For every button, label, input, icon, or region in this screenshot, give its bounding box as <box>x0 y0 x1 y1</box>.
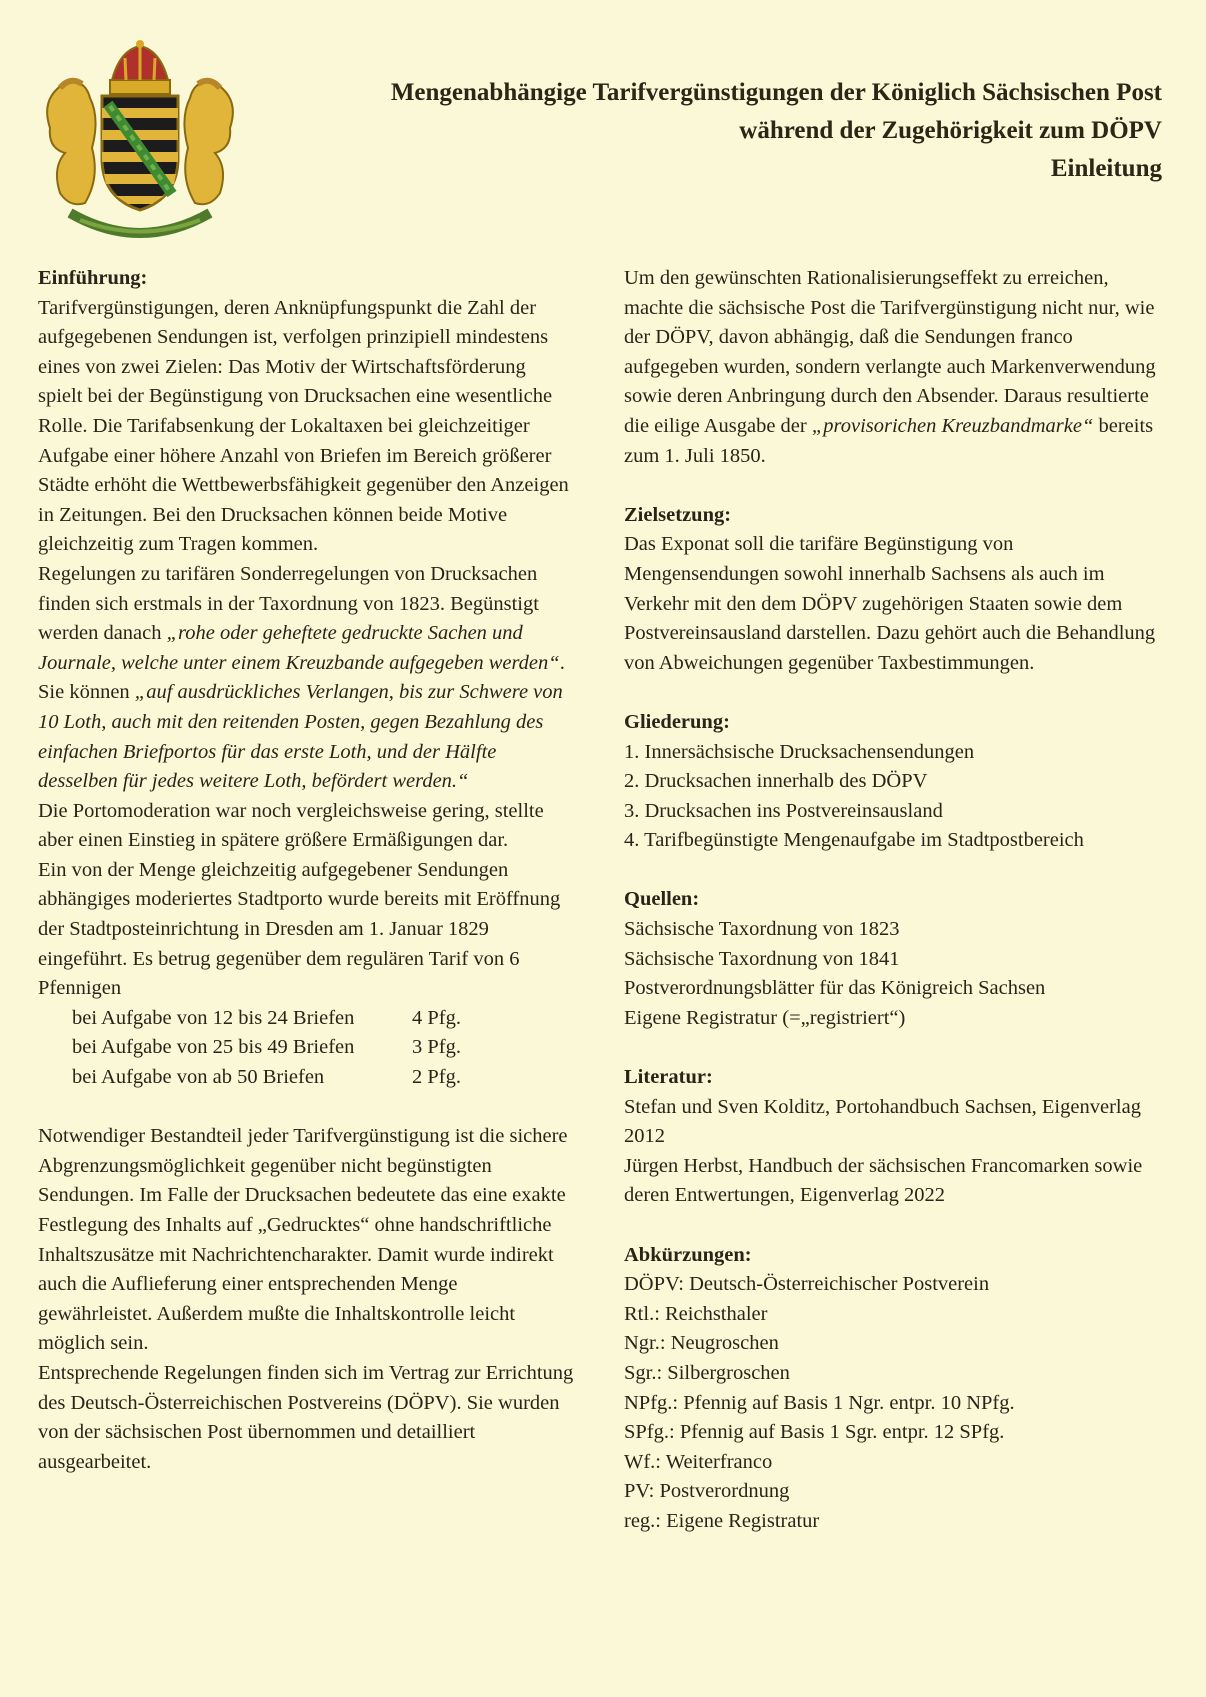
list-item: Sächsische Taxordnung von 1823 <box>624 918 900 941</box>
list-text: Innersächsische Drucksachensendungen <box>644 740 975 763</box>
heading-zielsetzung: Zielsetzung: <box>624 503 732 526</box>
rate-label: bei Aufgabe von 25 bis 49 Briefen <box>72 1036 355 1059</box>
list-item: Rtl.: Reichsthaler <box>624 1302 768 1325</box>
quote-text: „auf ausdrückliches Verlangen, bis zur Schwere von 10 Loth, auch mit den reitenden Posten, gegen Bezahlung des einfachen Briefportos für das erste Loth, und der Hälfte desselben für jedes weitere Loth, befördert werden.“ <box>38 681 563 793</box>
paragraph-rationalisierung <box>624 264 1164 471</box>
list-item: NPfg.: Pfennig auf Basis 1 Ngr. entpr. 10 NPfg. <box>624 1391 1015 1414</box>
paragraph-intro: Tarifvergünstigungen, deren Anknüpfungspunkt die Zahl der aufgegebenen Sendungen ist, verfolgen prinzipiell mindestens eines von zwei Zielen: Das Motiv der Wirtschaftsförderung spielt bei der Begünstigung von Drucksachen eine wesentliche Rolle. Die Tarifabsenkung der Lokaltaxen bei gleichzeitiger Aufgabe einer höhere Anzahl von Briefen im Bereich größerer Städte erhöht die Wettbewerbsfähigkeit gegenüber den Anzeigen in Zeitungen. Bei den Drucksachen können beide Motive gleichzeitig zum Tragen kommen. <box>38 296 569 556</box>
paragraph-text: Um den gewünschten Rationalisierungseffekt zu erreichen, machte die sächsische Post die Tarifvergünstigung nicht nur, wie der DÖPV, davon abhängig, daß die Sendungen franco aufgegeben wurden, sondern verlangte auch Markenverwendung sowie deren Anbringung durch den Absender. Daraus resultierte die eilige Ausgabe der <box>624 267 1156 437</box>
abkuerzungen-list <box>624 1270 1164 1536</box>
list-number: 2. <box>624 770 640 793</box>
paragraph-doepv-vertrag: Entsprechende Regelungen finden sich im Vertrag zur Errichtung des Deutsch-Österreichischen Postvereins (DÖPV). Sie wurden von der sächsischen Post übernommen und detailliert ausgearbeitet. <box>38 1361 574 1473</box>
rate-label: bei Aufgabe von ab 50 Briefen <box>72 1066 325 1089</box>
rate-table <box>38 1004 574 1093</box>
paragraph-taxordnung <box>38 560 574 797</box>
literatur-list <box>624 1093 1164 1211</box>
rate-label: bei Aufgabe von 12 bis 24 Briefen <box>72 1006 355 1029</box>
paragraph-text: . Sie können <box>38 651 565 704</box>
list-item: DÖPV: Deutsch-Österreichischer Postverein <box>624 1273 990 1296</box>
paragraph-text: Regelungen zu tarifären Sonderregelungen von Drucksachen finden sich erstmals in der Taxordnung von 1823. Begünstigt werden danach <box>38 562 539 645</box>
list-item: Wf.: Weiterfranco <box>624 1450 773 1473</box>
title-line-2: während der Zugehörigkeit zum DÖPV <box>739 117 1162 144</box>
list-item: Jürgen Herbst, Handbuch der sächsischen Francomarken sowie deren Entwertungen, Eigenverlag 2022 <box>624 1154 1143 1207</box>
heading-gliederung: Gliederung: <box>624 710 730 733</box>
list-item: Postverordnungsblätter für das Königreich Sachsen <box>624 977 1046 1000</box>
list-item: reg.: Eigene Registratur <box>624 1509 820 1532</box>
rate-value: 2 Pfg. <box>412 1066 461 1089</box>
list-item: Eigene Registratur (=„registriert“) <box>624 1006 906 1029</box>
list-item <box>624 767 1164 797</box>
list-item <box>624 826 1164 856</box>
list-item <box>624 738 1164 768</box>
list-text: Drucksachen innerhalb des DÖPV <box>644 770 928 793</box>
list-item <box>624 797 1164 827</box>
document-title <box>262 74 1162 188</box>
list-item: Ngr.: Neugroschen <box>624 1332 779 1355</box>
paragraph-abgrenzung: Notwendiger Bestandteil jeder Tarifvergünstigung ist die sichere Abgrenzungsmöglichkeit gegenüber nicht begünstigten Sendungen. Im Falle der Drucksachen bedeutete das eine exakte Festlegung des Inhalts auf „Gedrucktes“ ohne handschriftliche Inhaltszusätze mit Nachrichtencharakter. Damit wurde indirekt auch die Auflieferung einer entsprechenden Menge gewährleistet. Außerdem mußte die Inhaltskontrolle leicht möglich sein. <box>38 1125 568 1355</box>
list-number: 1. <box>624 740 640 763</box>
list-number: 4. <box>624 829 640 852</box>
heading-quellen: Quellen: <box>624 888 700 911</box>
paragraph-text: bereits zum 1. Juli 1850. <box>624 414 1154 467</box>
rate-row <box>72 1063 574 1093</box>
title-line-3: Einleitung <box>1050 155 1162 182</box>
list-text: Tarifbegünstigte Mengenaufgabe im Stadtpostbereich <box>644 829 1084 852</box>
paragraph-stadtporto: Ein von der Menge gleichzeitig aufgegebener Sendungen abhängiges moderiertes Stadtporto wurde bereits mit Eröffnung der Stadtposteinrichtung in Dresden am 1. Januar 1829 eingeführt. Es betrug gegenüber dem regulären Tarif von 6 Pfennigen <box>38 858 561 1000</box>
list-item: SPfg.: Pfennig auf Basis 1 Sgr. entpr. 12 SPfg. <box>624 1421 1005 1444</box>
heading-einfuehrung: Einführung: <box>38 267 148 289</box>
list-number: 3. <box>624 799 640 822</box>
saxony-coat-of-arms-icon <box>30 38 250 248</box>
title-line-1: Mengenabhängige Tarifvergünstigungen der Königlich Sächsischen Post <box>390 79 1162 106</box>
heading-literatur: Literatur: <box>624 1066 713 1089</box>
rate-row <box>72 1033 574 1063</box>
heading-abkuerzungen: Abkürzungen: <box>624 1243 752 1266</box>
left-column <box>38 264 574 1477</box>
list-item: Stefan und Sven Kolditz, Portohandbuch Sachsen, Eigenverlag 2012 <box>624 1095 1141 1148</box>
list-item: Sgr.: Silbergroschen <box>624 1361 790 1384</box>
paragraph-portomoderation: Die Portomoderation war noch vergleichsweise gering, stellte aber einen Einstieg in spätere größere Ermäßigungen dar. <box>38 799 544 852</box>
gliederung-list <box>624 738 1164 856</box>
list-item: PV: Postverordnung <box>624 1480 790 1503</box>
quellen-list <box>624 915 1164 1033</box>
list-item: Sächsische Taxordnung von 1841 <box>624 947 900 970</box>
rate-row <box>72 1004 574 1034</box>
list-text: Drucksachen ins Postvereinsausland <box>644 799 943 822</box>
quote-text: „provisorichen Kreuzbandmarke“ <box>811 414 1094 437</box>
quote-text: „rohe oder geheftete gedruckte Sachen und Journale, welche unter einem Kreuzbande aufgegeben werden“ <box>38 622 560 674</box>
rate-value: 3 Pfg. <box>412 1036 461 1059</box>
right-column <box>624 264 1164 1537</box>
rate-value: 4 Pfg. <box>412 1006 461 1029</box>
paragraph-zielsetzung: Das Exponat soll die tarifäre Begünstigung von Mengensendungen sowohl innerhalb Sachsens als auch im Verkehr mit den dem DÖPV zugehörigen Staaten sowie dem Postvereinsausland darstellen. Dazu gehört auch die Behandlung von Abweichungen gegenüber Taxbestimmungen. <box>624 533 1156 674</box>
